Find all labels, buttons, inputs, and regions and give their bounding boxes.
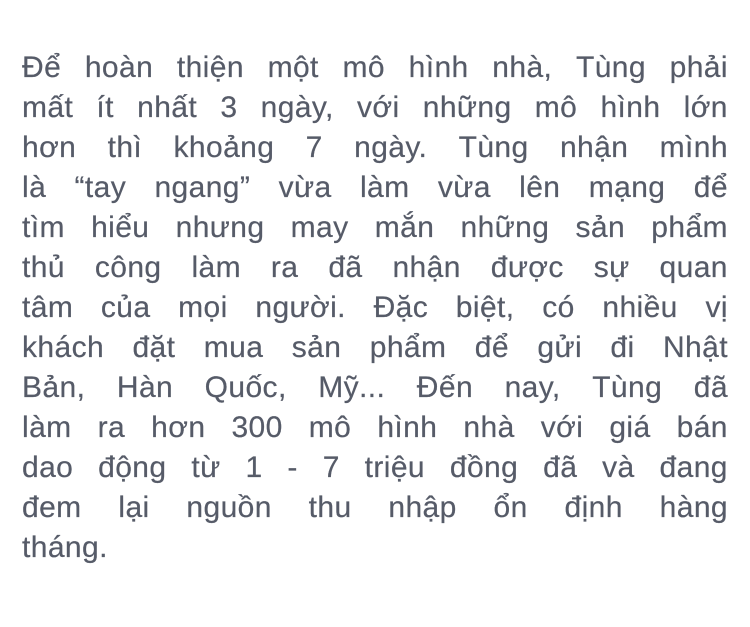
text-line-3 [22,128,728,168]
word: nhập [388,491,457,524]
word: Hàn [116,371,174,404]
word: phẩm [651,211,728,244]
word: ổn [493,491,528,524]
word: mọi [178,291,228,324]
word: đi [610,331,635,364]
word: Bản, [22,371,86,404]
article-text-block [22,48,728,568]
word: khoảng [173,131,275,164]
word: đem [22,491,82,524]
word: một [267,51,319,84]
word: sản [575,211,626,244]
word: may [290,211,349,244]
word: thủ [22,251,65,284]
text-line-2 [22,88,728,128]
word: lại [118,491,150,524]
word: đã [328,251,363,284]
word: làm [22,411,72,444]
word: mua [203,331,264,364]
word: nay, [504,371,561,404]
word: ít [96,91,114,124]
word: đã [693,371,728,404]
word: để [693,171,728,204]
text-line-8 [22,328,728,368]
word: người. [255,291,346,324]
word: đã [543,451,578,484]
word: biệt, [455,291,515,324]
word: thu [308,491,352,524]
text-line-11 [22,448,728,488]
word: tìm [22,211,65,244]
word: công [94,251,162,284]
word: khách [22,331,105,364]
word: phải [669,51,728,84]
word: hơn [22,131,77,164]
word: là [22,171,47,204]
word: - [287,451,298,484]
word: đang [659,451,728,484]
word: mạng [588,171,666,204]
word: Tùng [592,371,663,404]
word: mô [342,51,385,84]
word: Quốc, [204,371,287,404]
word: làm [191,251,241,284]
word: lên [519,171,561,204]
word: nhưng [175,211,265,244]
text-line-10 [22,408,728,448]
word: hiểu [91,211,150,244]
word: ra [97,411,126,444]
word: 1 [245,451,263,484]
word: với [540,411,584,444]
word: từ [191,451,221,484]
word: ngày. [354,131,428,164]
word: và [602,451,635,484]
word: ngày, [260,91,334,124]
text-line-5 [22,208,728,248]
text-line-1 [22,48,728,88]
word: vừa [278,171,332,204]
word: có [542,291,575,324]
text-line-6 [22,248,728,288]
word: 3 [220,91,238,124]
word: Đặc [373,291,429,324]
word: mất [22,91,74,124]
word: thì [107,131,143,164]
word: bán [676,411,728,444]
word: tâm [22,291,74,324]
text-line-13: tháng. [22,531,108,564]
word: vị [705,291,728,324]
word: nhận [392,251,461,284]
word: động [98,451,167,484]
word: thiện [176,51,244,84]
word: “tay [74,171,127,204]
word: ra [270,251,299,284]
word: giá [609,411,651,444]
word: nhà, [492,51,553,84]
word: những [422,91,512,124]
text-line-4 [22,168,728,208]
word: Tùng [458,131,529,164]
word: hình [408,51,469,84]
word: của [100,291,151,324]
word: nhiều [602,291,678,324]
word: hình [377,411,438,444]
word: lớn [683,91,728,124]
word: đồng [449,451,519,484]
text-line-7 [22,288,728,328]
word: dao [22,451,74,484]
word: Nhật [662,331,728,364]
word: phẩm [369,331,447,364]
word: Tùng [575,51,646,84]
word: ngang” [154,171,251,204]
word: nhà [463,411,515,444]
word: Để [22,51,62,84]
word: 7 [322,451,340,484]
word: làm [359,171,410,204]
word: 300 [231,411,283,444]
word: đặt [132,331,176,364]
word: những [460,211,550,244]
word: nguồn [186,491,272,524]
word: hình [600,91,661,124]
word: sản [291,331,342,364]
word: triệu [364,451,426,484]
word: 7 [305,131,323,164]
word: hoàn [84,51,154,84]
text-line-9 [22,368,728,408]
word: mắn [374,211,435,244]
word: được [490,251,564,284]
text-line-12 [22,488,728,528]
word: nhất [137,91,198,124]
word: sự [593,251,630,284]
word: gửi [537,331,583,364]
word: Mỹ... [318,371,386,404]
word: hàng [659,491,728,524]
word: vừa [437,171,491,204]
word: mình [659,131,728,164]
word: mô [308,411,352,444]
word: hơn [151,411,206,444]
word: quan [659,251,728,284]
word: với [356,91,400,124]
word: định [564,491,623,524]
word: mô [534,91,578,124]
word: để [474,331,509,364]
word: nhận [559,131,629,164]
word: Đến [416,371,474,404]
